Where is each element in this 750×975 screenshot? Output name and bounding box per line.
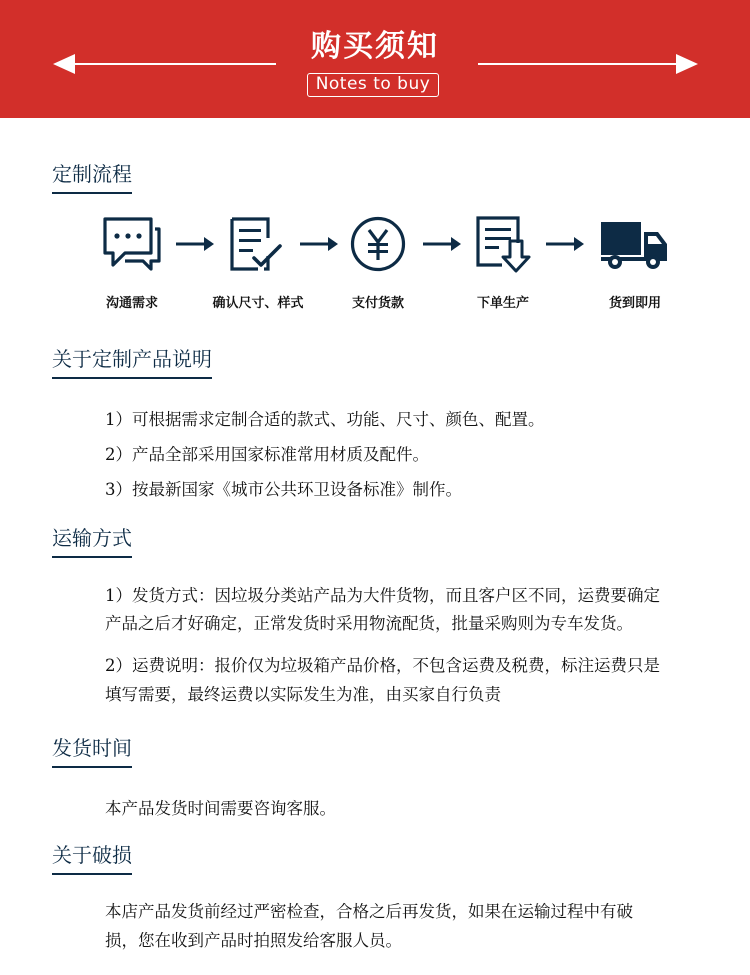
header-banner	[0, 0, 750, 118]
step-label-3: 支付货款	[351, 296, 404, 311]
yuan-coin-icon	[349, 215, 407, 273]
step-arrow-icon	[423, 236, 463, 252]
process-heading: 定制流程	[52, 160, 132, 194]
step-label-5: 货到即用	[608, 296, 661, 311]
custom-item-3: 3）按最新国家《城市公共环卫设备标准》制作。	[105, 480, 462, 499]
delivery-truck-icon	[600, 220, 670, 270]
shipping-item-1-line-1: 1）发货方式：因垃圾分类站产品为大件货物，而且客户区不同，运费要确定	[105, 586, 660, 605]
delivery-time-text: 本产品发货时间需要咨询客服。	[105, 799, 336, 818]
custom-item-1: 1）可根据需求定制合适的款式、功能、尺寸、颜色、配置。	[105, 410, 545, 429]
damage-text-line-2: 损，您在收到产品时拍照发给客服人员。	[105, 931, 402, 950]
right-arrow-icon	[676, 54, 698, 74]
shipping-heading: 运输方式	[52, 524, 132, 558]
custom-heading: 关于定制产品说明	[52, 345, 212, 379]
step-arrow-icon	[300, 236, 340, 252]
page-title: 购买须知	[311, 29, 439, 64]
step-arrow-icon	[176, 236, 216, 252]
step-arrow-icon	[546, 236, 586, 252]
banner-divider-right	[478, 63, 682, 65]
step-label-2: 确认尺寸、样式	[212, 296, 304, 311]
banner-divider-left	[72, 63, 276, 65]
shipping-item-2-line-2: 填写需要，最终运费以实际发生为准，由买家自行负责	[105, 685, 501, 704]
shipping-item-2-line-1: 2）运费说明：报价仅为垃圾箱产品价格，不包含运费及税费，标注运费只是	[105, 656, 660, 675]
damage-text-line-1: 本店产品发货前经过严密检查，合格之后再发货，如果在运输过程中有破	[105, 902, 633, 921]
checklist-icon	[228, 216, 284, 274]
step-label-1: 沟通需求	[105, 296, 158, 311]
shipping-item-1-line-2: 产品之后才好确定，正常发货时采用物流配货，批量采购则为专车发货。	[105, 614, 633, 633]
step-label-4: 下单生产	[476, 296, 529, 311]
custom-item-2: 2）产品全部采用国家标准常用材质及配件。	[105, 445, 429, 464]
damage-heading: 关于破损	[52, 841, 132, 875]
order-download-icon	[474, 215, 532, 275]
page-subtitle: Notes to buy	[307, 73, 439, 97]
chat-bubble-icon	[101, 215, 163, 273]
delivery-time-heading: 发货时间	[52, 734, 132, 768]
